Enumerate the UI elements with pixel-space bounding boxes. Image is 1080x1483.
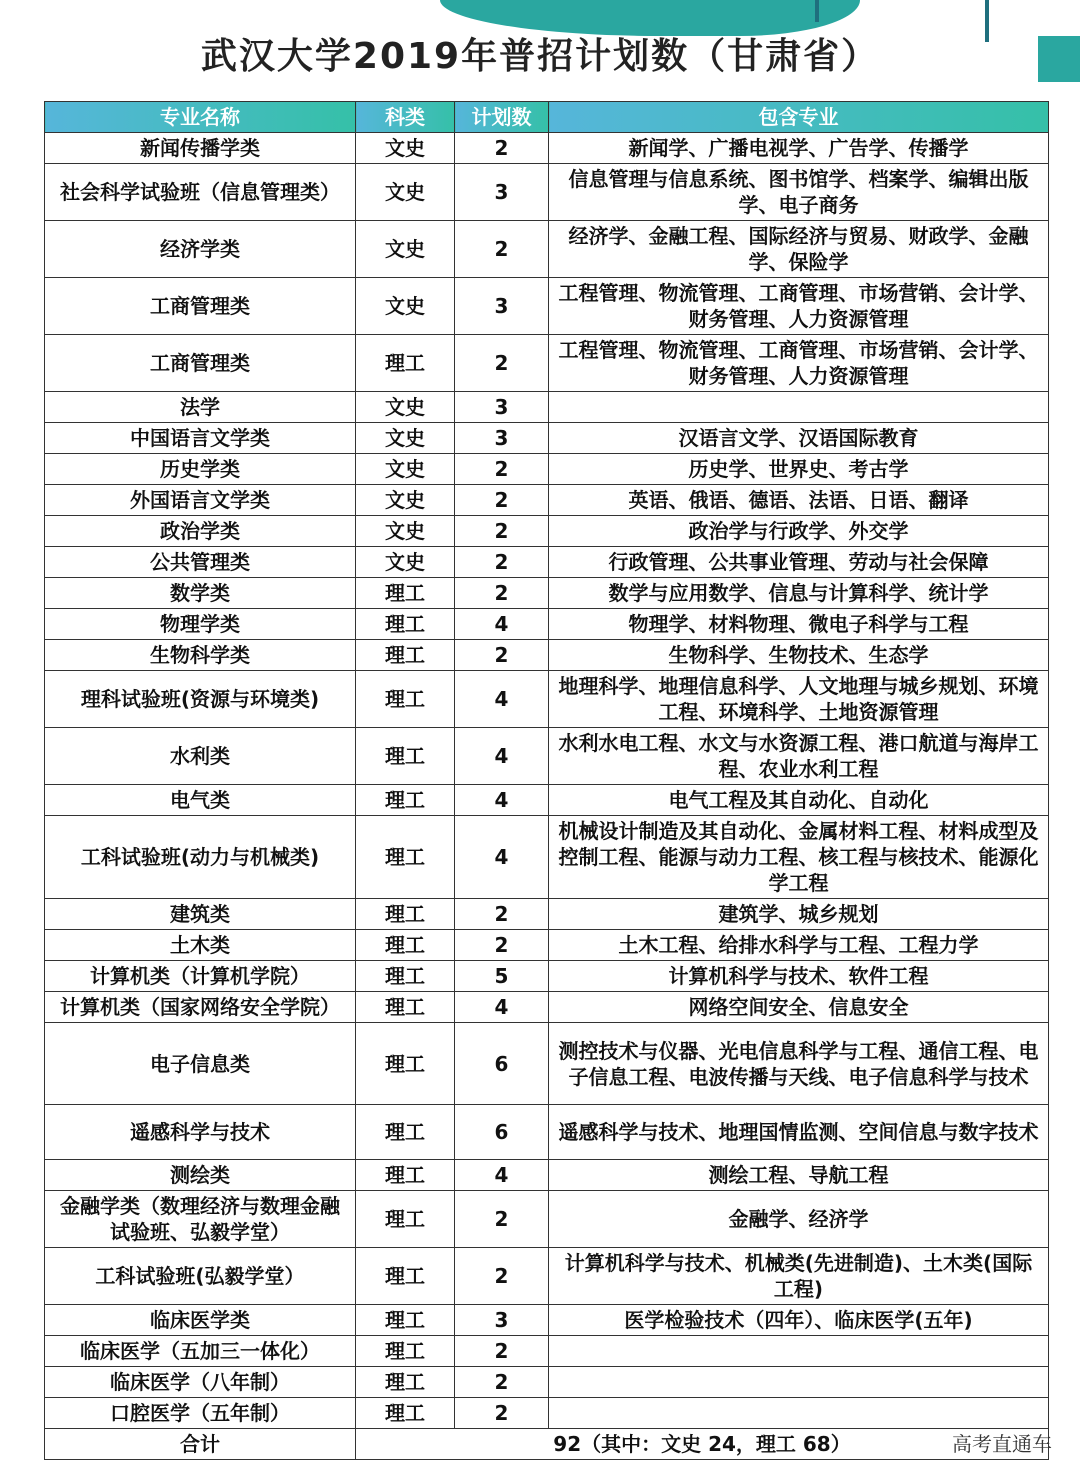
included-majors-cell: 政治学与行政学、外交学 bbox=[549, 516, 1049, 547]
category-cell: 理工 bbox=[356, 640, 455, 671]
plan-count-cell: 2 bbox=[455, 930, 549, 961]
included-majors-cell: 机械设计制造及其自动化、金属材料工程、材料成型及控制工程、能源与动力工程、核工程与核技术、能源化学工程 bbox=[549, 816, 1049, 899]
total-value: 92（其中：文史 24，理工 68） bbox=[356, 1429, 1049, 1460]
included-majors-cell: 工程管理、物流管理、工商管理、市场营销、会计学、财务管理、人力资源管理 bbox=[549, 278, 1049, 335]
table-row bbox=[45, 1336, 1049, 1367]
header-included-majors: 包含专业 bbox=[549, 102, 1049, 133]
included-majors-cell bbox=[549, 1336, 1049, 1367]
table-row bbox=[45, 961, 1049, 992]
category-cell: 理工 bbox=[356, 1336, 455, 1367]
plan-count-cell: 4 bbox=[455, 1160, 549, 1191]
major-name-cell: 物理学类 bbox=[45, 609, 356, 640]
major-name-cell: 理科试验班(资源与环境类) bbox=[45, 671, 356, 728]
plan-count-cell: 2 bbox=[455, 1367, 549, 1398]
category-cell: 理工 bbox=[356, 578, 455, 609]
table-row bbox=[45, 1248, 1049, 1305]
major-name-cell: 建筑类 bbox=[45, 899, 356, 930]
category-cell: 理工 bbox=[356, 961, 455, 992]
included-majors-cell: 经济学、金融工程、国际经济与贸易、财政学、金融学、保险学 bbox=[549, 221, 1049, 278]
plan-count-cell: 6 bbox=[455, 1105, 549, 1160]
included-majors-cell: 医学检验技术（四年）、临床医学(五年) bbox=[549, 1305, 1049, 1336]
plan-count-cell: 3 bbox=[455, 164, 549, 221]
included-majors-cell: 测绘工程、导航工程 bbox=[549, 1160, 1049, 1191]
table-row bbox=[45, 1305, 1049, 1336]
major-name-cell: 政治学类 bbox=[45, 516, 356, 547]
category-cell: 理工 bbox=[356, 899, 455, 930]
plan-count-cell: 4 bbox=[455, 992, 549, 1023]
major-name-cell: 土木类 bbox=[45, 930, 356, 961]
included-majors-cell: 行政管理、公共事业管理、劳动与社会保障 bbox=[549, 547, 1049, 578]
major-name-cell: 临床医学（五加三一体化） bbox=[45, 1336, 356, 1367]
included-majors-cell: 土木工程、给排水科学与工程、工程力学 bbox=[549, 930, 1049, 961]
category-cell: 文史 bbox=[356, 164, 455, 221]
category-cell: 理工 bbox=[356, 671, 455, 728]
plan-count-cell: 4 bbox=[455, 671, 549, 728]
category-cell: 文史 bbox=[356, 547, 455, 578]
table-row bbox=[45, 578, 1049, 609]
plan-count-cell: 5 bbox=[455, 961, 549, 992]
major-name-cell: 工商管理类 bbox=[45, 335, 356, 392]
table-body bbox=[45, 133, 1049, 1460]
included-majors-cell bbox=[549, 392, 1049, 423]
major-name-cell: 生物科学类 bbox=[45, 640, 356, 671]
included-majors-cell: 计算机科学与技术、软件工程 bbox=[549, 961, 1049, 992]
table-row bbox=[45, 335, 1049, 392]
included-majors-cell: 地理科学、地理信息科学、人文地理与城乡规划、环境工程、环境科学、土地资源管理 bbox=[549, 671, 1049, 728]
category-cell: 文史 bbox=[356, 392, 455, 423]
major-name-cell: 历史学类 bbox=[45, 454, 356, 485]
major-name-cell: 外国语言文学类 bbox=[45, 485, 356, 516]
table-row bbox=[45, 992, 1049, 1023]
major-name-cell: 水利类 bbox=[45, 728, 356, 785]
plan-count-cell: 2 bbox=[455, 485, 549, 516]
category-cell: 理工 bbox=[356, 816, 455, 899]
major-name-cell: 公共管理类 bbox=[45, 547, 356, 578]
included-majors-cell: 物理学、材料物理、微电子科学与工程 bbox=[549, 609, 1049, 640]
table-row bbox=[45, 609, 1049, 640]
plan-count-cell: 6 bbox=[455, 1023, 549, 1105]
included-majors-cell: 英语、俄语、德语、法语、日语、翻译 bbox=[549, 485, 1049, 516]
plan-count-cell: 4 bbox=[455, 609, 549, 640]
table-row bbox=[45, 221, 1049, 278]
included-majors-cell: 汉语言文学、汉语国际教育 bbox=[549, 423, 1049, 454]
table-row bbox=[45, 392, 1049, 423]
included-majors-cell: 计算机科学与技术、机械类(先进制造)、土木类(国际工程) bbox=[549, 1248, 1049, 1305]
watermark: 高考直通车 bbox=[952, 1432, 1052, 1456]
table-row bbox=[45, 516, 1049, 547]
plan-count-cell: 2 bbox=[455, 454, 549, 485]
table-row bbox=[45, 899, 1049, 930]
table-row bbox=[45, 1367, 1049, 1398]
major-name-cell: 工商管理类 bbox=[45, 278, 356, 335]
major-name-cell: 临床医学（八年制） bbox=[45, 1367, 356, 1398]
table-row bbox=[45, 547, 1049, 578]
category-cell: 理工 bbox=[356, 1398, 455, 1429]
page-title: 武汉大学2019年普招计划数（甘肃省） bbox=[200, 36, 880, 77]
category-cell: 文史 bbox=[356, 133, 455, 164]
table-row bbox=[45, 1023, 1049, 1105]
table-row bbox=[45, 816, 1049, 899]
included-majors-cell: 遥感科学与技术、地理国情监测、空间信息与数字技术 bbox=[549, 1105, 1049, 1160]
category-cell: 理工 bbox=[356, 1023, 455, 1105]
major-name-cell: 工科试验班(弘毅学堂） bbox=[45, 1248, 356, 1305]
table-row bbox=[45, 278, 1049, 335]
major-name-cell: 计算机类（国家网络安全学院） bbox=[45, 992, 356, 1023]
plan-count-cell: 3 bbox=[455, 392, 549, 423]
category-cell: 理工 bbox=[356, 785, 455, 816]
major-name-cell: 口腔医学（五年制） bbox=[45, 1398, 356, 1429]
table-row bbox=[45, 1160, 1049, 1191]
category-cell: 理工 bbox=[356, 335, 455, 392]
major-name-cell: 经济学类 bbox=[45, 221, 356, 278]
major-name-cell: 中国语言文学类 bbox=[45, 423, 356, 454]
major-name-cell: 金融学类（数理经济与数理金融试验班、弘毅学堂） bbox=[45, 1191, 356, 1248]
included-majors-cell: 金融学、经济学 bbox=[549, 1191, 1049, 1248]
enrollment-table bbox=[44, 101, 1049, 1460]
category-cell: 理工 bbox=[356, 1305, 455, 1336]
included-majors-cell bbox=[549, 1367, 1049, 1398]
category-cell: 理工 bbox=[356, 609, 455, 640]
plan-count-cell: 2 bbox=[455, 1248, 549, 1305]
major-name-cell: 测绘类 bbox=[45, 1160, 356, 1191]
major-name-cell: 电气类 bbox=[45, 785, 356, 816]
included-majors-cell: 建筑学、城乡规划 bbox=[549, 899, 1049, 930]
major-name-cell: 遥感科学与技术 bbox=[45, 1105, 356, 1160]
major-name-cell: 临床医学类 bbox=[45, 1305, 356, 1336]
table-row bbox=[45, 728, 1049, 785]
plan-count-cell: 3 bbox=[455, 423, 549, 454]
major-name-cell: 工科试验班(动力与机械类) bbox=[45, 816, 356, 899]
category-cell: 理工 bbox=[356, 1191, 455, 1248]
header-category: 科类 bbox=[356, 102, 455, 133]
table-row bbox=[45, 133, 1049, 164]
enrollment-table-container bbox=[44, 101, 1048, 1460]
category-cell: 理工 bbox=[356, 1160, 455, 1191]
included-majors-cell: 新闻学、广播电视学、广告学、传播学 bbox=[549, 133, 1049, 164]
major-name-cell: 法学 bbox=[45, 392, 356, 423]
plan-count-cell: 4 bbox=[455, 785, 549, 816]
table-row bbox=[45, 485, 1049, 516]
plan-count-cell: 2 bbox=[455, 335, 549, 392]
decorative-line bbox=[815, 0, 819, 22]
plan-count-cell: 2 bbox=[455, 640, 549, 671]
category-cell: 文史 bbox=[356, 454, 455, 485]
table-row bbox=[45, 1398, 1049, 1429]
table-row bbox=[45, 1105, 1049, 1160]
category-cell: 文史 bbox=[356, 423, 455, 454]
included-majors-cell: 工程管理、物流管理、工商管理、市场营销、会计学、财务管理、人力资源管理 bbox=[549, 335, 1049, 392]
plan-count-cell: 4 bbox=[455, 816, 549, 899]
plan-count-cell: 2 bbox=[455, 1398, 549, 1429]
plan-count-cell: 2 bbox=[455, 1191, 549, 1248]
table-header-row bbox=[45, 102, 1049, 133]
plan-count-cell: 2 bbox=[455, 578, 549, 609]
category-cell: 文史 bbox=[356, 278, 455, 335]
major-name-cell: 新闻传播学类 bbox=[45, 133, 356, 164]
table-row bbox=[45, 1191, 1049, 1248]
total-row bbox=[45, 1429, 1049, 1460]
plan-count-cell: 3 bbox=[455, 1305, 549, 1336]
table-row bbox=[45, 164, 1049, 221]
major-name-cell: 社会科学试验班（信息管理类） bbox=[45, 164, 356, 221]
included-majors-cell: 历史学、世界史、考古学 bbox=[549, 454, 1049, 485]
plan-count-cell: 2 bbox=[455, 133, 549, 164]
table-row bbox=[45, 785, 1049, 816]
table-row bbox=[45, 454, 1049, 485]
table-row bbox=[45, 423, 1049, 454]
category-cell: 理工 bbox=[356, 728, 455, 785]
table-row bbox=[45, 930, 1049, 961]
plan-count-cell: 2 bbox=[455, 1336, 549, 1367]
total-label: 合计 bbox=[45, 1429, 356, 1460]
header-major-name: 专业名称 bbox=[45, 102, 356, 133]
major-name-cell: 计算机类（计算机学院） bbox=[45, 961, 356, 992]
table-row bbox=[45, 640, 1049, 671]
plan-count-cell: 2 bbox=[455, 899, 549, 930]
included-majors-cell bbox=[549, 1398, 1049, 1429]
included-majors-cell: 水利水电工程、水文与水资源工程、港口航道与海岸工程、农业水利工程 bbox=[549, 728, 1049, 785]
category-cell: 理工 bbox=[356, 1248, 455, 1305]
category-cell: 理工 bbox=[356, 992, 455, 1023]
category-cell: 理工 bbox=[356, 1105, 455, 1160]
plan-count-cell: 4 bbox=[455, 728, 549, 785]
table-row bbox=[45, 671, 1049, 728]
plan-count-cell: 2 bbox=[455, 516, 549, 547]
included-majors-cell: 电气工程及其自动化、自动化 bbox=[549, 785, 1049, 816]
included-majors-cell: 测控技术与仪器、光电信息科学与工程、通信工程、电子信息工程、电波传播与天线、电子信息科学与技术 bbox=[549, 1023, 1049, 1105]
plan-count-cell: 2 bbox=[455, 547, 549, 578]
major-name-cell: 电子信息类 bbox=[45, 1023, 356, 1105]
included-majors-cell: 生物科学、生物技术、生态学 bbox=[549, 640, 1049, 671]
category-cell: 理工 bbox=[356, 930, 455, 961]
included-majors-cell: 网络空间安全、信息安全 bbox=[549, 992, 1049, 1023]
major-name-cell: 数学类 bbox=[45, 578, 356, 609]
category-cell: 理工 bbox=[356, 1367, 455, 1398]
header-plan-count: 计划数 bbox=[455, 102, 549, 133]
included-majors-cell: 数学与应用数学、信息与计算科学、统计学 bbox=[549, 578, 1049, 609]
category-cell: 文史 bbox=[356, 221, 455, 278]
plan-count-cell: 2 bbox=[455, 221, 549, 278]
plan-count-cell: 3 bbox=[455, 278, 549, 335]
category-cell: 文史 bbox=[356, 485, 455, 516]
category-cell: 文史 bbox=[356, 516, 455, 547]
included-majors-cell: 信息管理与信息系统、图书馆学、档案学、编辑出版学、电子商务 bbox=[549, 164, 1049, 221]
